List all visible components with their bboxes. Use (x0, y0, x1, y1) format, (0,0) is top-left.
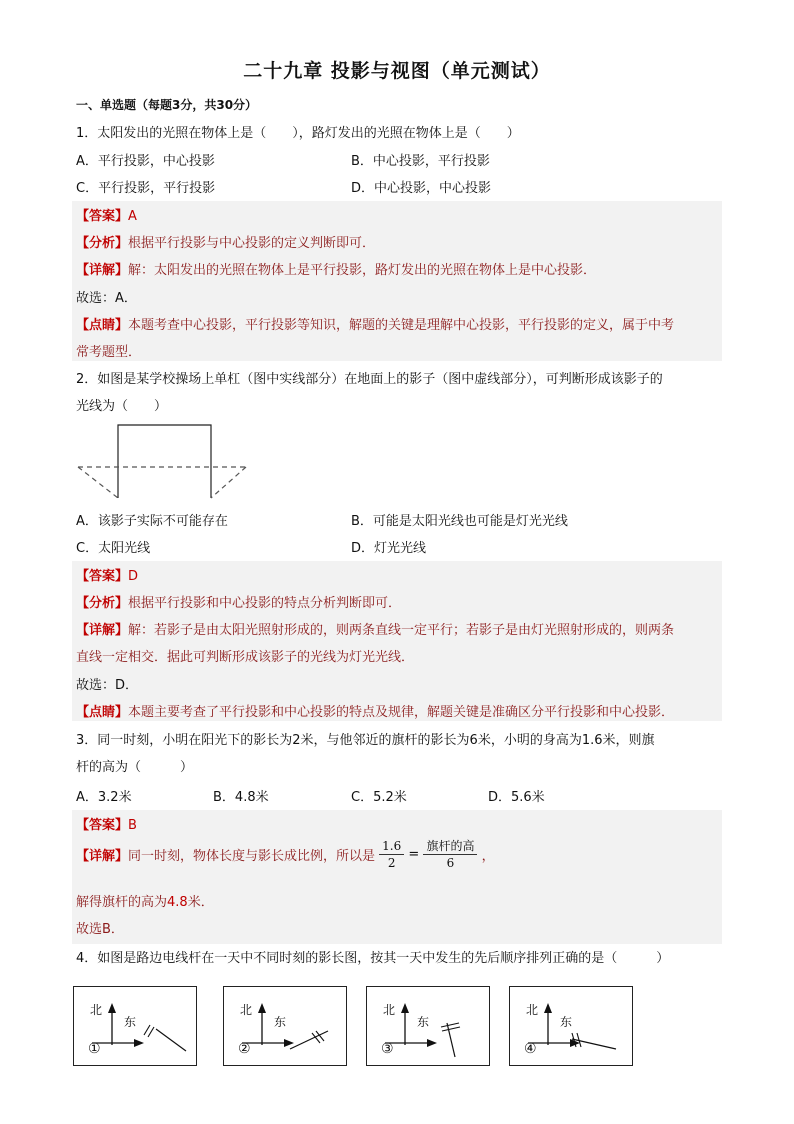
q1-answer-box (72, 201, 722, 361)
page-title: 二十九章 投影与视图（单元测试） (243, 60, 551, 82)
question-1-stem: 1．太阳发出的光照在物体上是（ ），路灯发出的光照在物体上是（ ） (76, 126, 520, 141)
horizontal-bar-figure (76, 420, 252, 502)
q1-detail: 【详解】解：太阳发出的光照在物体上是平行投影，路灯发出的光照在物体上是中心投影． (76, 263, 597, 278)
north-label: 北 (240, 1003, 253, 1017)
shadow-diagram-2 (223, 986, 347, 1066)
question-2-stem: 2．如图是某学校操场上单杠（图中实线部分）在地面上的影子（图中虚线部分），可判断形成该影子的 (76, 372, 663, 387)
east-label: 东 (124, 1015, 137, 1029)
diagram-label: ② (238, 1041, 251, 1057)
north-label: 北 (90, 1003, 103, 1017)
section-heading: 一、单选题（每题3分，共30分） (76, 98, 258, 112)
q2-detail-cont: 直线一定相交．据此可判断形成该影子的光线为灯光光线． (76, 650, 415, 665)
q2-answer: 【答案】D (76, 569, 139, 584)
question-4-stem: 4．如图是路边电线杆在一天中不同时刻的影长图，按其一天中发生的先后顺序排列正确的是（ ） (76, 951, 670, 966)
q3-option-d: D．5.6米 (488, 790, 545, 805)
north-label: 北 (526, 1003, 539, 1017)
diagram-label: ① (88, 1041, 101, 1057)
east-label: 东 (417, 1015, 430, 1029)
q1-option-b: B．中心投影，平行投影 (351, 154, 490, 169)
q3-choice: 故选B． (76, 922, 124, 937)
q1-choice: 故选：A． (76, 291, 137, 306)
q3-option-c: C．5.2米 (351, 790, 407, 805)
q3-option-a: A．3.2米 (76, 790, 132, 805)
shadow-diagram-3 (366, 986, 490, 1066)
q1-analysis: 【分析】根据平行投影与中心投影的定义判断即可． (76, 236, 376, 251)
diagram-label: ③ (381, 1041, 394, 1057)
q2-comment: 【点睛】本题主要考查了平行投影和中心投影的特点及规律，解题关键是准确区分平行投影和中心投影． (76, 705, 675, 720)
q1-answer: 【答案】A (76, 209, 137, 224)
question-3-stem: 3．同一时刻，小明在阳光下的影长为2米，与他邻近的旗杆的影长为6米，小明的身高为1.6米，则旗 (76, 733, 655, 748)
q2-detail: 【详解】解：若影子是由太阳光照射形成的，则两条直线一定平行；若影子是由灯光照射形成的，则两条 (76, 623, 675, 638)
q1-comment: 【点睛】本题考查中心投影，平行投影等知识，解题的关键是理解中心投影，平行投影的定义，属于中考 (76, 318, 675, 333)
q3-option-b: B．4.8米 (213, 790, 269, 805)
fraction-1: $\frac{1.6}{2}$ (379, 838, 404, 871)
question-3-stem-cont: 杆的高为（ ） (76, 760, 194, 775)
east-label: 东 (274, 1015, 287, 1029)
shadow-diagram-1 (73, 986, 197, 1066)
q2-analysis: 【分析】根据平行投影和中心投影的特点分析判断即可． (76, 596, 402, 611)
q1-option-d: D．中心投影，中心投影 (351, 181, 492, 196)
shadow-diagram-4 (509, 986, 633, 1066)
diagram-label: ④ (524, 1041, 537, 1057)
north-label: 北 (383, 1003, 396, 1017)
q1-comment-cont: 常考题型． (76, 345, 142, 360)
q2-option-d: D．灯光光线 (351, 541, 427, 556)
q2-answer-box (72, 561, 722, 721)
q3-solve: 解得旗杆的高为4.8米． (76, 895, 214, 910)
east-label: 东 (560, 1015, 573, 1029)
q3-detail: 【详解】同一时刻，物体长度与影长成比例，所以是 $\frac{1.6}{2}$ = $\frac{\text{旗杆的高}}{6}$ ， (76, 839, 495, 870)
q2-option-b: B．可能是太阳光线也可能是灯光光线 (351, 514, 568, 529)
fraction-2: $\frac{\text{旗杆的高}}{6}$ (423, 838, 477, 871)
q2-option-c: C．太阳光线 (76, 541, 151, 556)
q3-answer-box (72, 810, 722, 944)
q1-option-a: A．平行投影，中心投影 (76, 154, 215, 169)
question-2-stem-cont: 光线为（ ） (76, 399, 168, 414)
q2-choice: 故选：D． (76, 678, 139, 693)
q1-option-c: C．平行投影，平行投影 (76, 181, 216, 196)
q3-answer: 【答案】B (76, 818, 137, 833)
q2-option-a: A．该影子实际不可能存在 (76, 514, 228, 529)
